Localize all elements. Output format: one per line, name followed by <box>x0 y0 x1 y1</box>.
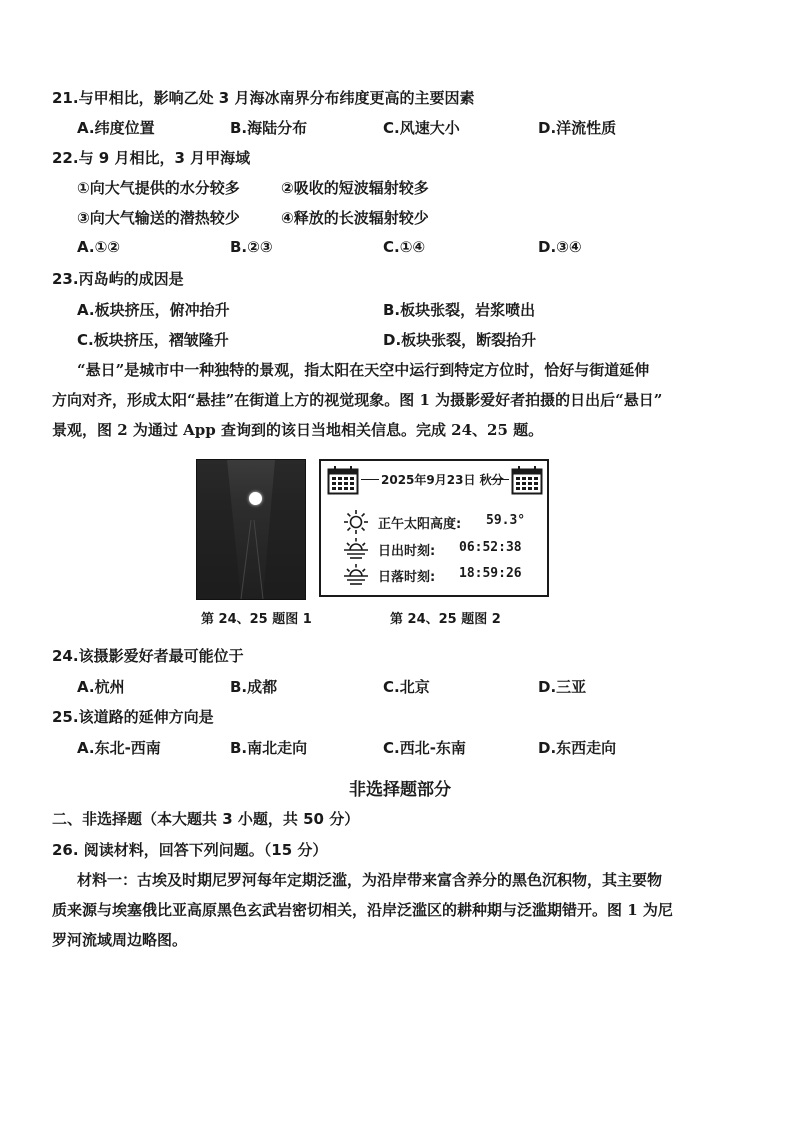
q22-item-1: ①向大气提供的水分较多 <box>77 179 240 197</box>
q22-item-3: ③向大气输送的潜热较少 <box>77 209 240 227</box>
q26-stem: 26. 阅读材料，回答下列问题。（15 分） <box>52 841 328 859</box>
divider-right <box>491 479 509 480</box>
q22-item-4: ④释放的长波辐射较少 <box>281 209 429 227</box>
q25-option-d: D.东西走向 <box>538 739 617 757</box>
q24-option-b: B.成都 <box>230 678 278 696</box>
section-title: 非选择题部分 <box>349 780 451 800</box>
sunset-value: 18:59:26 <box>459 566 522 581</box>
calendar-icon <box>327 465 359 495</box>
noon-altitude-value: 59.3° <box>486 513 526 528</box>
q24-option-d: D.三亚 <box>538 678 587 696</box>
sunrise-icon <box>343 537 369 559</box>
sunset-label: 日落时刻: <box>378 570 436 585</box>
q23-option-b: B.板块张裂，岩浆喷出 <box>383 301 536 319</box>
section-heading: 二、非选择题（本大题共 3 小题，共 50 分） <box>52 810 360 828</box>
intro-line-2: 方向对齐，形成太阳“悬挂”在街道上方的视觉现象。图 1 为摄影爱好者拍摄的日出后“悬日” <box>52 391 663 409</box>
q22-option-d: D.③④ <box>538 238 582 256</box>
intro-line-3: 景观，图 2 为通过 App 查询到的该日当地相关信息。完成 24、25 题。 <box>52 421 544 439</box>
q25-stem: 25.该道路的延伸方向是 <box>52 708 214 726</box>
q21-stem: 21.与甲相比，影响乙处 3 月海冰南界分布纬度更高的主要因素 <box>52 89 475 107</box>
q22-option-a: A.①② <box>77 238 120 256</box>
sunset-icon <box>343 563 369 585</box>
sun-icon <box>343 509 369 535</box>
figure-2-caption: 第 24、25 题图 2 <box>390 612 501 627</box>
sunrise-label: 日出时刻: <box>378 544 436 559</box>
q23-option-a: A.板块挤压，俯冲抬升 <box>77 301 230 319</box>
q25-option-b: B.南北走向 <box>230 739 308 757</box>
q21-option-c: C.风速大小 <box>383 119 460 137</box>
hanging-sun <box>249 492 262 505</box>
q22-item-2: ②吸收的短波辐射较多 <box>281 179 429 197</box>
q26-material-line-1: 材料一：古埃及时期尼罗河每年定期泛滥，为沿岸带来富含养分的黑色沉积物，其主要物 <box>77 871 663 889</box>
divider-left <box>361 479 379 480</box>
figure-2-app-panel <box>319 459 549 597</box>
q22-option-c: C.①④ <box>383 238 426 256</box>
calendar-icon <box>511 465 543 495</box>
q24-option-a: A.杭州 <box>77 678 125 696</box>
figure-1-caption: 第 24、25 题图 1 <box>201 612 312 627</box>
noon-altitude-label: 正午太阳高度: <box>378 517 462 532</box>
q24-option-c: C.北京 <box>383 678 430 696</box>
q22-stem: 22.与 9 月相比，3 月甲海域 <box>52 149 251 167</box>
figure-2-date: 2025年9月23日 秋分 <box>381 473 504 487</box>
q23-option-d: D.板块张裂，断裂抬升 <box>383 331 537 349</box>
q24-stem: 24.该摄影爱好者最可能位于 <box>52 647 244 665</box>
q25-option-a: A.东北-西南 <box>77 739 161 757</box>
q22-option-b: B.②③ <box>230 238 273 256</box>
q26-material-line-3: 罗河流域周边略图。 <box>52 931 188 949</box>
sunrise-value: 06:52:38 <box>459 540 522 555</box>
figure-1-photo <box>196 459 306 600</box>
q21-option-a: A.纬度位置 <box>77 119 155 137</box>
q21-option-b: B.海陆分布 <box>230 119 308 137</box>
q21-option-d: D.洋流性质 <box>538 119 617 137</box>
intro-line-1: “悬日”是城市中一种独特的景观，指太阳在天空中运行到特定方位时，恰好与街道延伸 <box>77 361 650 379</box>
q23-stem: 23.丙岛屿的成因是 <box>52 270 184 288</box>
q26-material-line-2: 质来源与埃塞俄比亚高原黑色玄武岩密切相关，沿岸泛滥区的耕种期与泛滥期错开。图 1 为尼 <box>52 901 673 919</box>
q25-option-c: C.西北-东南 <box>383 739 466 757</box>
q23-option-c: C.板块挤压，褶皱隆升 <box>77 331 229 349</box>
street-silhouette <box>197 460 305 599</box>
